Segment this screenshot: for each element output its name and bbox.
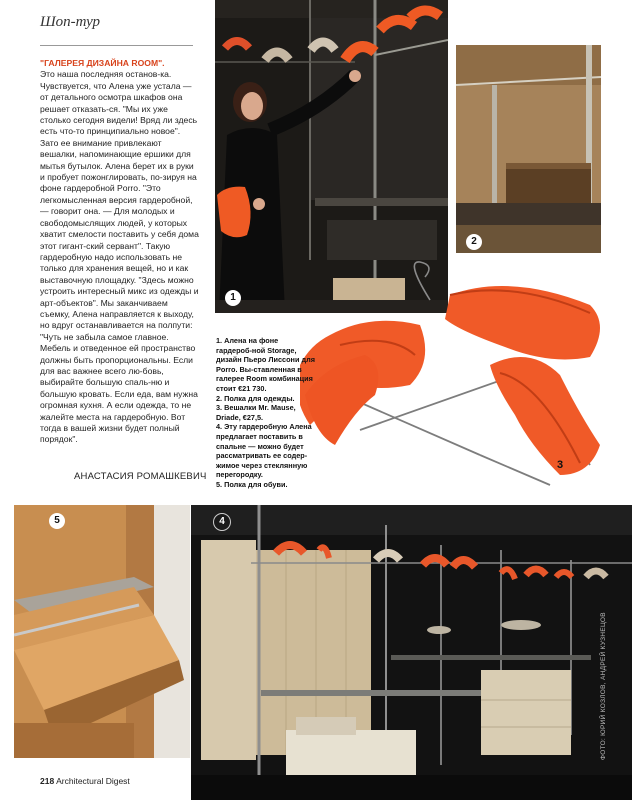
photo-brush-hangers [300,255,632,505]
photo-number-1: 1 [225,290,241,306]
photo-clothes-shelf-illustration [456,45,601,253]
section-title: Шоп-тур [40,14,101,30]
photo-clothes-shelf [456,45,601,253]
article-body: Это наша последняя останов-ка. Чувствуется, что Алена уже устала — от детального осмотра шкафов она решает отказать-ся. "Мы их уже столько сегодня видели! Вряд ли здесь есть что-то принципиально новое". Зато ее внимание привлекают вешалки, напоминающие ершики для мытья бутылок. Алена берет их в руки и пробует пожонглировать, по-зируя на фоне гардеробной Porro. "Это легкомысленная версия гардеробной, — говорит она. — Для молодых и свободомыслящих людей, у которых хватит смелости поставить у себя дома этот гигант-ский сервант". Такую гардеробную надо использовать не только для хранения вещей, но и как выставочную площадку. "Здесь можно устроить интересный микс из одежды и арт-объектов". Мы заканчиваем съемку, Алена направляется к выходу, но вдруг останавливается на полпути: "Чуть не забыла самое главное. Мебель и отведенное ей пространство должны быть пропорциональны. Если для вас важнее всего лю-бовь, выбирайте большую спаль-ню и большую кровать. Если еда, вам нужна огромная кухня. А если одежда, то не жалейте места на гардеробную. Вот тогда в вашей жизни будет полный порядок". [40,69,199,445]
article-author: АНАСТАСИЯ РОМАШКЕВИЧ [74,471,207,482]
caption-1: 1. Алена на фоне гардероб-ной Storage, дизайн Пьеро Лиссони для Porro. Вы-ставленная в галерее Room комбинация стоит €21 730. [216,336,315,393]
title-divider [40,45,193,46]
photo-credit: ФОТО: ЮРИЙ КОЗЛОВ, АНДРЕЙ КУЗНЕЦОВ [600,612,607,760]
caption-3: 3. Вешалки Mr. Mause, Driade, €27,5. [216,403,296,422]
page-footer [40,776,130,786]
article-body-column [40,58,200,446]
photo-shoe-shelf-illustration [14,505,190,758]
photo-brush-hangers-illustration [300,255,632,505]
photo-number-2: 2 [466,234,482,250]
article-heading: "ГАЛЕРЕЯ ДИЗАЙНА ROOM". [40,58,165,68]
page-number: 218 [40,776,55,786]
caption-4: 4. Эту гардеробную Алена предлагает поставить в спальне — можно будет рассматривать ее содер-жимое через стеклянную перегородку. [216,422,312,480]
caption-2: 2. Полка для одежды. [216,393,295,403]
photo-captions [216,336,316,490]
photo-glass-wardrobe [191,505,632,800]
caption-5: 5. Полка для обуви. [216,479,288,489]
magazine-name: Architectural Digest [56,776,130,786]
photo-number-5: 5 [49,513,65,529]
photo-number-4: 4 [213,513,231,531]
photo-number-3: 3 [556,459,564,471]
photo-glass-wardrobe-illustration [191,505,632,800]
photo-shoe-shelf [14,505,190,758]
